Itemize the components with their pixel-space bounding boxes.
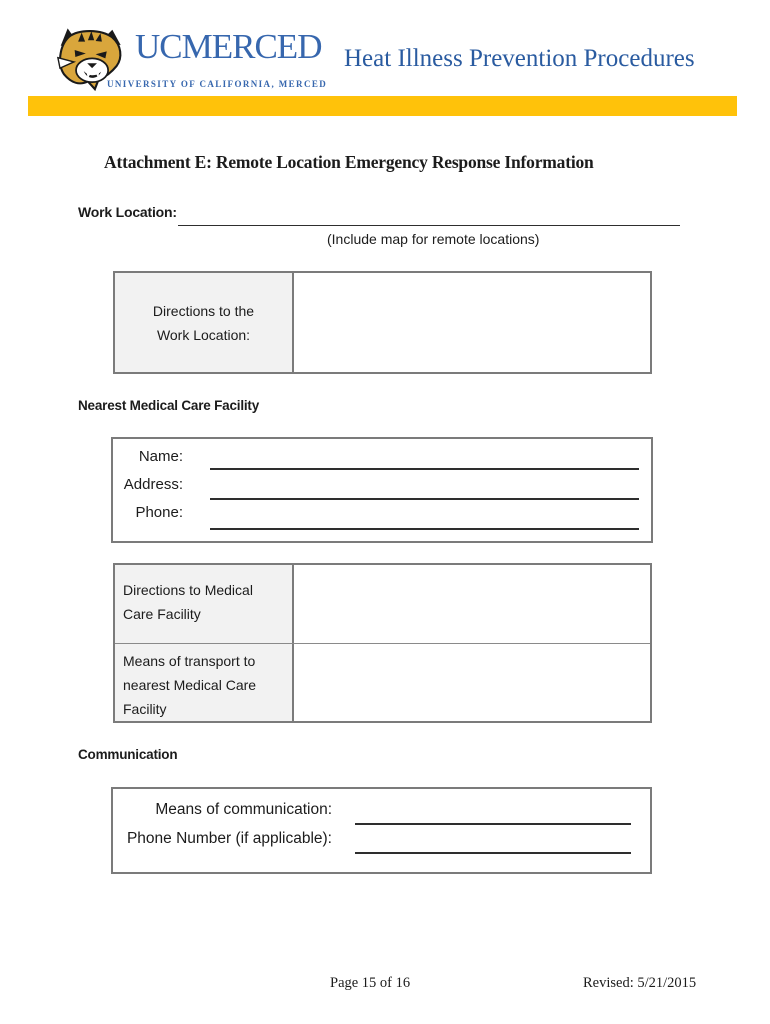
phone-number-label: Phone Number (if applicable): [126,830,332,847]
phone-number-input-line[interactable] [355,852,631,854]
directions-work-location-table [113,271,652,374]
directions-medical-label-cell: Directions to Medical Care Facility [115,565,294,643]
work-location-label: Work Location: [78,204,177,220]
directions-work-location-label-cell [115,273,294,372]
document-title: Heat Illness Prevention Procedures [344,45,695,72]
communication-heading: Communication [78,747,178,762]
revised-date: Revised: 5/21/2015 [583,975,697,991]
university-tagline: UNIVERSITY OF CALIFORNIA, MERCED [107,79,328,89]
page-number: Page 15 of 16 [330,975,411,991]
means-of-transport-value-cell[interactable] [294,644,650,721]
directions-work-location-value-cell[interactable] [294,273,650,372]
address-label: Address: [123,476,183,493]
address-input-line[interactable] [210,498,639,500]
name-input-line[interactable] [210,468,639,470]
table-row [115,565,650,644]
table-row [115,644,650,721]
attachment-title: Attachment E: Remote Location Emergency Response Information [104,152,594,172]
nearest-medical-box [111,437,653,543]
work-location-input-line[interactable] [178,205,680,226]
means-of-communication-input-line[interactable] [355,823,631,825]
medical-directions-table [113,563,652,723]
phone-input-line[interactable] [210,528,639,530]
work-location-hint: (Include map for remote locations) [327,231,540,247]
communication-box [111,787,652,874]
table-row [115,273,650,372]
directions-work-location-label: Directions to the Work Location: [152,302,255,343]
means-of-transport-label-cell: Means of transport to nearest Medical Care Facility [115,644,294,721]
means-of-communication-label: Means of communication: [155,801,332,818]
directions-medical-value-cell[interactable] [294,565,650,643]
phone-label: Phone: [135,504,183,521]
nearest-medical-heading: Nearest Medical Care Facility [78,398,260,413]
name-label: Name: [138,448,183,465]
gold-accent-bar [28,96,737,116]
ucmerced-wordmark: UCMERCED [135,27,322,66]
